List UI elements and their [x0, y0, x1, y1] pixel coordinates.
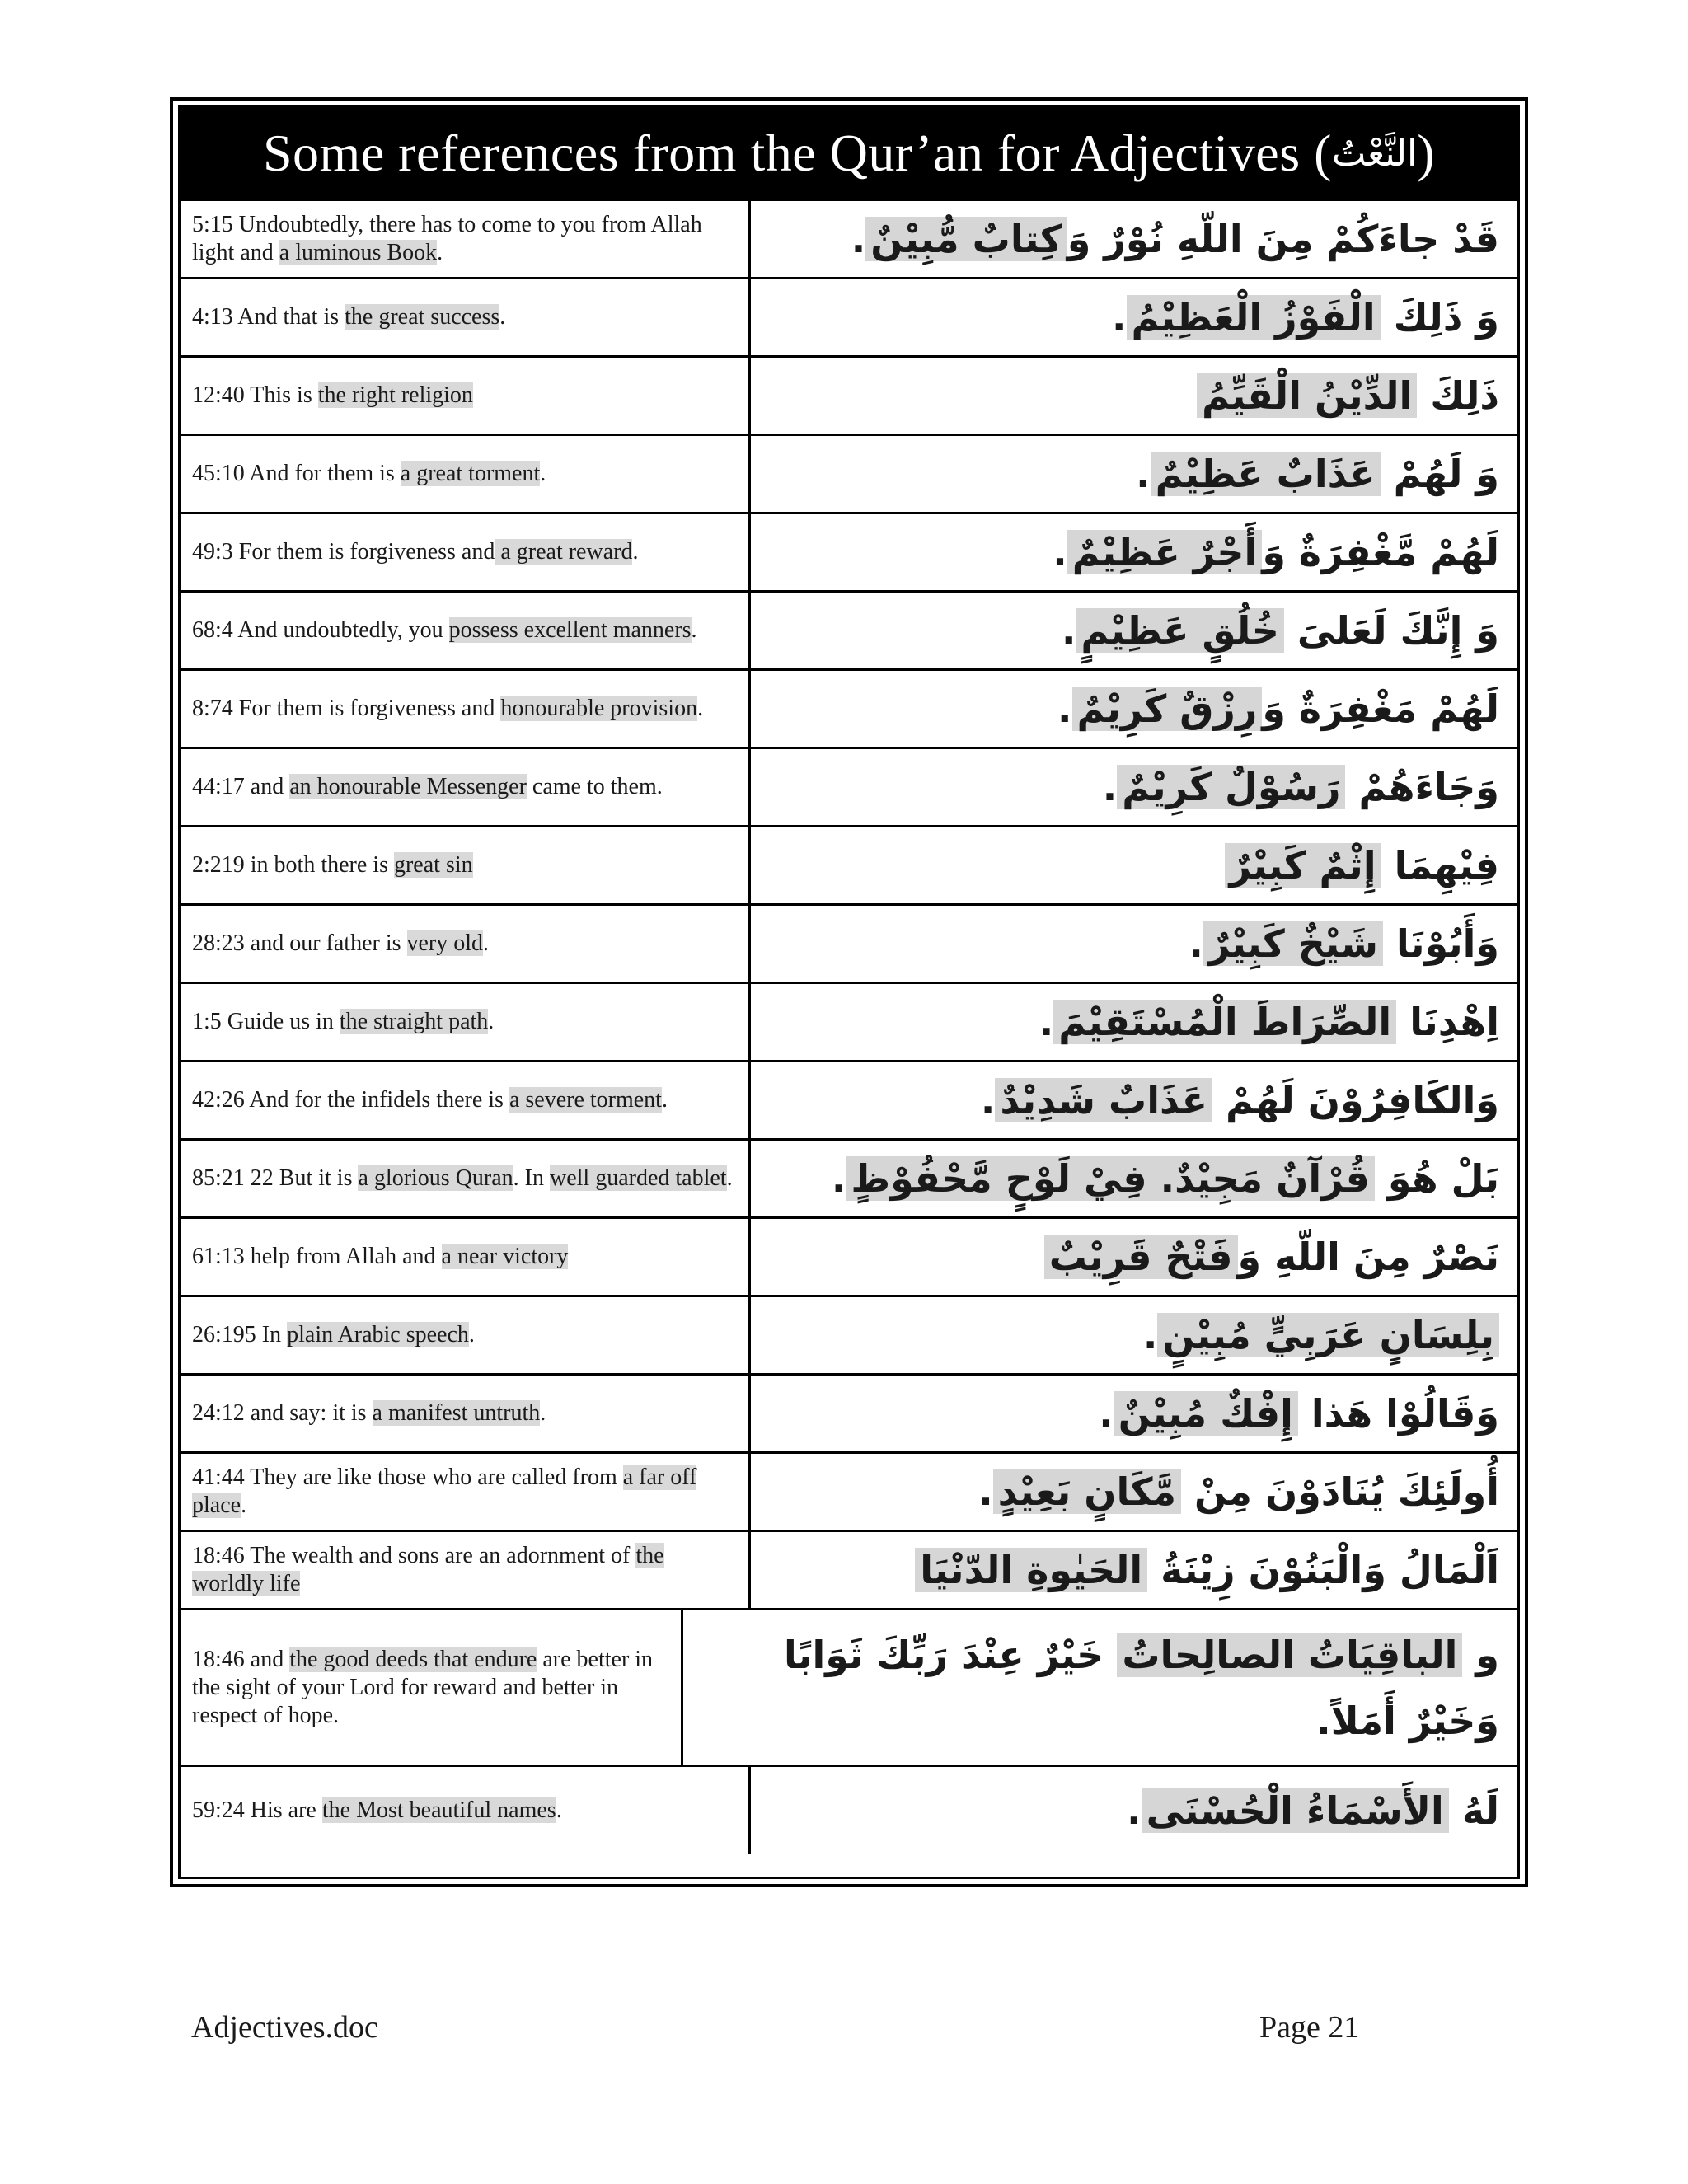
english-translation-cell: [181, 1767, 751, 1854]
translation-text: help from Allah and: [244, 1244, 442, 1269]
arabic-verse-text: [1225, 832, 1499, 898]
highlighted-arabic-adjective-phrase: الحَيٰوةِ الدّنْيَا: [915, 1548, 1147, 1592]
english-translation-cell: [181, 1297, 751, 1373]
arabic-text: .: [1061, 608, 1076, 653]
english-translation-text: [192, 211, 737, 267]
english-translation-text: [192, 851, 473, 879]
highlighted-arabic-adjective-phrase: رَسُوْلٌ كَرِيْمٌ: [1117, 765, 1345, 809]
verse-reference: 28:23: [192, 930, 245, 956]
table-row: [181, 434, 1517, 512]
arabic-text: فِيْهِمَا: [1381, 843, 1499, 888]
arabic-text: قَدْ جاءَكُمْ مِنَ اللّهِ نُوْرٌ وَ: [1067, 217, 1499, 261]
reference-table: [178, 105, 1520, 1879]
arabic-text: خَيْرٌ عِنْدَ رَبِّكَ ثَوَابًا وَخَيْرٌ أَمَلاً.: [783, 1632, 1499, 1743]
highlighted-arabic-adjective-phrase: إِفْكٌ مُبِيْنٌ: [1114, 1391, 1298, 1436]
translation-text: For them is forgiveness and: [232, 696, 501, 721]
arabic-text: .: [978, 1469, 993, 1514]
english-translation-cell: [181, 1376, 751, 1451]
arabic-text: .: [831, 1156, 846, 1201]
arabic-verse-text: [1127, 1778, 1499, 1844]
english-translation-text: [192, 1646, 669, 1730]
highlighted-arabic-adjective-phrase: كِتابٌ مُّبِيْنٌ: [865, 217, 1067, 261]
english-translation-cell: [181, 827, 751, 903]
translation-text: Guide us in: [221, 1009, 340, 1034]
arabic-verse-text: [1136, 441, 1499, 507]
translation-text: .: [540, 461, 546, 486]
translation-text: .: [468, 1322, 475, 1347]
english-translation-text: [192, 773, 663, 801]
highlighted-adjective-phrase: a near victory: [441, 1244, 569, 1269]
highlighted-arabic-adjective-phrase: إِثْمٌ كَبِيْرٌ: [1225, 843, 1381, 888]
arabic-text: لَهُ: [1448, 1788, 1499, 1833]
arabic-verse-text: [1039, 989, 1499, 1055]
translation-text: and: [244, 774, 290, 799]
english-translation-text: [192, 460, 546, 488]
translation-text: and say: it is: [244, 1400, 373, 1426]
translation-text: .: [488, 1009, 495, 1034]
verse-reference: 41:44: [192, 1465, 245, 1490]
verse-reference: 8:74: [192, 696, 233, 721]
arabic-verse-cell: [751, 906, 1517, 982]
verse-reference: 44:17: [192, 774, 245, 799]
arabic-verse-cell: [751, 1767, 1517, 1854]
english-translation-cell: [181, 358, 751, 434]
translation-text: are better in the sight of your Lord for reward and better in respect of hope.: [192, 1646, 654, 1728]
table-row: [181, 1216, 1517, 1295]
highlighted-adjective-phrase: the right religion: [317, 382, 473, 408]
english-translation-text: [192, 1399, 546, 1427]
translation-text: .: [540, 1400, 546, 1426]
arabic-verse-text: [915, 1537, 1499, 1603]
verse-reference: 61:13: [192, 1244, 245, 1269]
arabic-text: اَلْمَالُ وَالْبَنُوْنَ زِيْنَةُ: [1147, 1548, 1499, 1592]
highlighted-arabic-adjective-phrase: رِزْقٌ كَرِيْمٌ: [1072, 687, 1263, 731]
english-translation-cell: [181, 1610, 683, 1765]
arabic-text: لَهُمْ مَّغْفِرَةٌ وَ: [1262, 530, 1499, 574]
arabic-verse-text: [1189, 911, 1499, 977]
arabic-text: وَ ذَلِكَ: [1380, 295, 1499, 340]
table-row: [181, 668, 1517, 747]
arabic-verse-cell: [751, 514, 1517, 590]
arabic-verse-cell: [751, 279, 1517, 355]
translation-text: And that is: [232, 304, 345, 330]
english-translation-text: [192, 1086, 668, 1114]
translation-text: But it is: [273, 1165, 359, 1191]
translation-text: .: [691, 617, 697, 643]
highlighted-arabic-adjective-phrase: خُلُقٍ عَظِيْمٍ: [1076, 608, 1284, 653]
translation-text: In: [256, 1322, 288, 1347]
arabic-verse-cell: [751, 1376, 1517, 1451]
verse-reference: 1:5: [192, 1009, 222, 1034]
highlighted-adjective-phrase: the Most beautiful names: [321, 1797, 556, 1823]
table-row: [181, 1060, 1517, 1138]
table-row: [181, 512, 1517, 590]
highlighted-adjective-phrase: the worldly life: [192, 1543, 664, 1596]
arabic-verse-cell: [751, 358, 1517, 434]
arabic-verse-cell: [683, 1610, 1517, 1765]
translation-text: in both there is: [244, 852, 394, 878]
translation-text: .: [556, 1797, 562, 1823]
highlighted-adjective-phrase: plain Arabic speech: [287, 1322, 469, 1347]
table-row: [181, 1530, 1517, 1608]
arabic-verse-cell: [751, 1141, 1517, 1216]
english-translation-cell: [181, 279, 751, 355]
translation-text: .: [241, 1493, 247, 1518]
arabic-text: وَالكَافِرُوْنَ لَهُمْ: [1212, 1078, 1499, 1122]
arabic-verse-text: [1053, 519, 1499, 585]
english-translation-cell: [181, 1062, 751, 1138]
translation-text: .: [499, 304, 506, 330]
arabic-verse-cell: [751, 436, 1517, 512]
arabic-verse-text: [851, 206, 1499, 272]
highlighted-adjective-phrase: a manifest untruth: [372, 1400, 541, 1426]
table-body: [181, 199, 1517, 1877]
highlighted-arabic-adjective-phrase: الأَسْمَاءُ الْحُسْنَى: [1142, 1788, 1449, 1833]
title-text: Some references from the Qur’an for Adjectives (: [262, 124, 1332, 182]
translation-text: .: [483, 930, 490, 956]
english-translation-cell: [181, 436, 751, 512]
english-translation-text: [192, 1542, 737, 1598]
arabic-verse-cell: [751, 984, 1517, 1060]
arabic-verse-text: [1062, 598, 1499, 663]
highlighted-adjective-phrase: very old: [406, 930, 484, 956]
arabic-text: وَأَبُوْنَا: [1382, 921, 1499, 966]
verse-reference: 45:10: [192, 461, 245, 486]
table-row: [181, 199, 1517, 277]
english-translation-cell: [181, 1141, 751, 1216]
highlighted-adjective-phrase: a great torment: [400, 461, 541, 486]
english-translation-cell: [181, 1219, 751, 1295]
english-translation-text: [192, 930, 489, 958]
arabic-verse-text: [981, 1067, 1499, 1133]
highlighted-arabic-adjective-phrase: أَجْرٌ عَظِيْمٌ: [1067, 530, 1263, 574]
translation-text: .: [661, 1087, 668, 1113]
table-row: [181, 1373, 1517, 1451]
english-translation-cell: [181, 514, 751, 590]
arabic-verse-text: [1099, 1380, 1499, 1446]
english-translation-text: [192, 303, 505, 331]
highlighted-adjective-phrase: the good deeds that endure: [289, 1646, 537, 1672]
highlighted-arabic-adjective-phrase: الصِّرَاطَ الْمُسْتَقِيْمَ: [1053, 1000, 1396, 1044]
arabic-text: .: [1102, 765, 1118, 809]
translation-text: .: [726, 1165, 733, 1191]
footer-page-number: Page 21: [1259, 2010, 1360, 2045]
english-translation-cell: [181, 201, 751, 277]
arabic-verse-cell: [751, 1219, 1517, 1295]
verse-reference: 4:13: [192, 304, 233, 330]
highlighted-adjective-phrase: a glorious Quran: [358, 1165, 513, 1191]
english-translation-text: [192, 616, 697, 644]
table-row: [181, 1451, 1517, 1530]
verse-reference: 12:40: [192, 382, 245, 408]
highlighted-arabic-adjective-phrase: بِلِسَانٍ عَرَبِيٍّ مُبِيْنٍ: [1157, 1313, 1499, 1357]
arabic-verse-text: [1112, 284, 1499, 350]
arabic-verse-text: [832, 1146, 1499, 1212]
verse-reference: 49:3: [192, 539, 233, 565]
table-row: [181, 982, 1517, 1060]
arabic-verse-text: [1197, 363, 1499, 429]
english-translation-text: [192, 382, 473, 410]
arabic-verse-cell: [751, 671, 1517, 747]
english-translation-text: [192, 1008, 494, 1036]
arabic-verse-text: [978, 1459, 1499, 1525]
table-row: [181, 1295, 1517, 1373]
arabic-verse-cell: [751, 1297, 1517, 1373]
arabic-text: .: [1136, 452, 1151, 496]
arabic-text: وَ لَهُمْ: [1380, 452, 1499, 496]
verse-reference: 2:219: [192, 852, 245, 878]
translation-text: His are: [244, 1797, 322, 1823]
translation-text: Undoubtedly, there has to come to you from Allah light and: [192, 212, 702, 265]
arabic-text: .: [980, 1078, 996, 1122]
verse-reference: 42:26: [192, 1087, 245, 1113]
highlighted-adjective-phrase: an honourable Messenger: [289, 774, 527, 799]
arabic-text: اِهْدِنَا: [1396, 1000, 1499, 1044]
arabic-text: نَصْرٌ مِنَ اللّهِ وَ: [1237, 1235, 1499, 1279]
translation-text: They are like those who are called from: [244, 1465, 623, 1490]
highlighted-adjective-phrase: a great reward: [495, 539, 633, 565]
highlighted-adjective-phrase: possess excellent manners: [448, 617, 692, 643]
verse-reference: 5:15: [192, 212, 233, 237]
arabic-text: لَهُمْ مَغْفِرَةٌ وَ: [1262, 687, 1499, 731]
english-translation-text: [192, 1464, 737, 1520]
highlighted-arabic-adjective-phrase: عَذَابٌ عَظِيْمٌ: [1151, 452, 1381, 496]
arabic-verse-text: [701, 1622, 1499, 1754]
translation-text: .: [632, 539, 639, 565]
table-row: [181, 1608, 1517, 1765]
arabic-verse-text: [1044, 1224, 1499, 1290]
english-translation-cell: [181, 593, 751, 668]
english-translation-text: [192, 1165, 733, 1193]
arabic-verse-cell: [751, 1062, 1517, 1138]
arabic-verse-cell: [751, 593, 1517, 668]
footer-filename: Adjectives.doc: [191, 2010, 378, 2045]
arabic-verse-cell: [751, 201, 1517, 277]
arabic-text: .: [1057, 687, 1072, 731]
translation-text: For them is forgiveness and: [232, 539, 495, 565]
arabic-text: .: [1039, 1000, 1054, 1044]
english-translation-text: [192, 695, 703, 723]
table-row: [181, 590, 1517, 668]
table-title: [181, 108, 1517, 199]
arabic-text: .: [1127, 1788, 1142, 1833]
arabic-text: .: [1099, 1391, 1114, 1436]
translation-text: And for them is: [244, 461, 401, 486]
arabic-text: ذَلِكَ: [1417, 373, 1499, 418]
translation-text: .: [697, 696, 704, 721]
arabic-text: أُولَئِكَ يُنَادَوْنَ مِنْ: [1181, 1469, 1499, 1514]
arabic-verse-text: [1057, 676, 1499, 742]
verse-reference: 85:21 22: [192, 1165, 274, 1191]
verse-reference: 24:12: [192, 1400, 245, 1426]
arabic-text: بَلْ هُوَ: [1374, 1156, 1499, 1201]
arabic-text: .: [1142, 1313, 1158, 1357]
english-translation-text: [192, 1243, 568, 1271]
arabic-verse-cell: [751, 1454, 1517, 1530]
table-row: [181, 355, 1517, 434]
title-arabic: النَّعْتُ: [1331, 132, 1418, 175]
arabic-text: .: [1189, 921, 1203, 966]
translation-text: and our father is: [244, 930, 407, 956]
arabic-verse-cell: [751, 749, 1517, 825]
table-row: [181, 1138, 1517, 1216]
translation-text: And undoubtedly, you: [232, 617, 449, 643]
verse-reference: 18:46: [192, 1543, 245, 1568]
english-translation-text: [192, 1321, 475, 1349]
highlighted-arabic-adjective-phrase: شَيْخٌ كَبِيْرٌ: [1203, 921, 1383, 966]
translation-text: The wealth and sons are an adornment of: [244, 1543, 636, 1568]
highlighted-adjective-phrase: the great success: [345, 304, 500, 330]
arabic-text: .: [851, 217, 866, 261]
highlighted-adjective-phrase: honourable provision: [500, 696, 698, 721]
highlighted-arabic-adjective-phrase: الْفَوْزُ الْعَظِيْمُ: [1127, 295, 1381, 340]
arabic-verse-text: [1143, 1302, 1499, 1368]
highlighted-adjective-phrase: the straight path: [339, 1009, 489, 1034]
translation-text: And for the infidels there is: [244, 1087, 509, 1113]
arabic-text: و: [1462, 1632, 1499, 1677]
english-translation-cell: [181, 1532, 751, 1608]
reference-table-frame: [170, 97, 1528, 1887]
highlighted-adjective-phrase: great sin: [393, 852, 473, 878]
highlighted-adjective-phrase: a far off place: [192, 1465, 697, 1518]
highlighted-adjective-phrase: well guarded tablet: [550, 1165, 727, 1191]
highlighted-arabic-adjective-phrase: الدِّيْنُ الْقَيِّمُ: [1197, 373, 1417, 418]
english-translation-cell: [181, 906, 751, 982]
arabic-text: .: [1112, 295, 1127, 340]
highlighted-arabic-adjective-phrase: عَذَابٌ شَدِيْدٌ: [995, 1078, 1212, 1122]
verse-reference: 18:46: [192, 1646, 245, 1672]
arabic-verse-cell: [751, 827, 1517, 903]
translation-text: .: [437, 240, 443, 265]
english-translation-cell: [181, 749, 751, 825]
english-translation-cell: [181, 984, 751, 1060]
title-close: ): [1417, 124, 1436, 182]
table-row: [181, 747, 1517, 825]
highlighted-arabic-adjective-phrase: مَّكَانٍ بَعِيْدٍ: [993, 1469, 1181, 1514]
verse-reference: 59:24: [192, 1797, 245, 1823]
highlighted-arabic-adjective-phrase: قُرْآنٌ مَجِيْدٌ. فِيْ لَوْحٍ مَّحْفُوْظٍ: [846, 1156, 1375, 1201]
table-row: [181, 1765, 1517, 1854]
translation-text: This is: [244, 382, 318, 408]
english-translation-cell: [181, 671, 751, 747]
arabic-verse-text: [1103, 754, 1499, 820]
arabic-text: وَقَالُوْا هَذا: [1297, 1391, 1499, 1436]
highlighted-arabic-adjective-phrase: فَتْحٌ قَرِيْبٌ: [1044, 1235, 1238, 1279]
translation-text: and: [244, 1646, 290, 1672]
highlighted-adjective-phrase: a severe torment: [509, 1087, 662, 1113]
arabic-verse-cell: [751, 1532, 1517, 1608]
verse-reference: 26:195: [192, 1322, 256, 1347]
english-translation-text: [192, 538, 638, 566]
arabic-text: .: [1053, 530, 1067, 574]
table-row: [181, 903, 1517, 982]
translation-text: came to them.: [526, 774, 663, 799]
english-translation-text: [192, 1797, 562, 1825]
table-row: [181, 825, 1517, 903]
arabic-text: وَ إِنَّكَ لَعَلىَ: [1283, 608, 1499, 653]
arabic-text: وَجَاءَهُمْ: [1345, 765, 1499, 809]
table-row: [181, 277, 1517, 355]
verse-reference: 68:4: [192, 617, 233, 643]
highlighted-arabic-adjective-phrase: الباقِيَاتُ الصالِحاتُ: [1117, 1633, 1462, 1677]
translation-text: . In: [513, 1165, 550, 1191]
english-translation-cell: [181, 1454, 751, 1530]
highlighted-adjective-phrase: a luminous Book: [279, 240, 438, 265]
